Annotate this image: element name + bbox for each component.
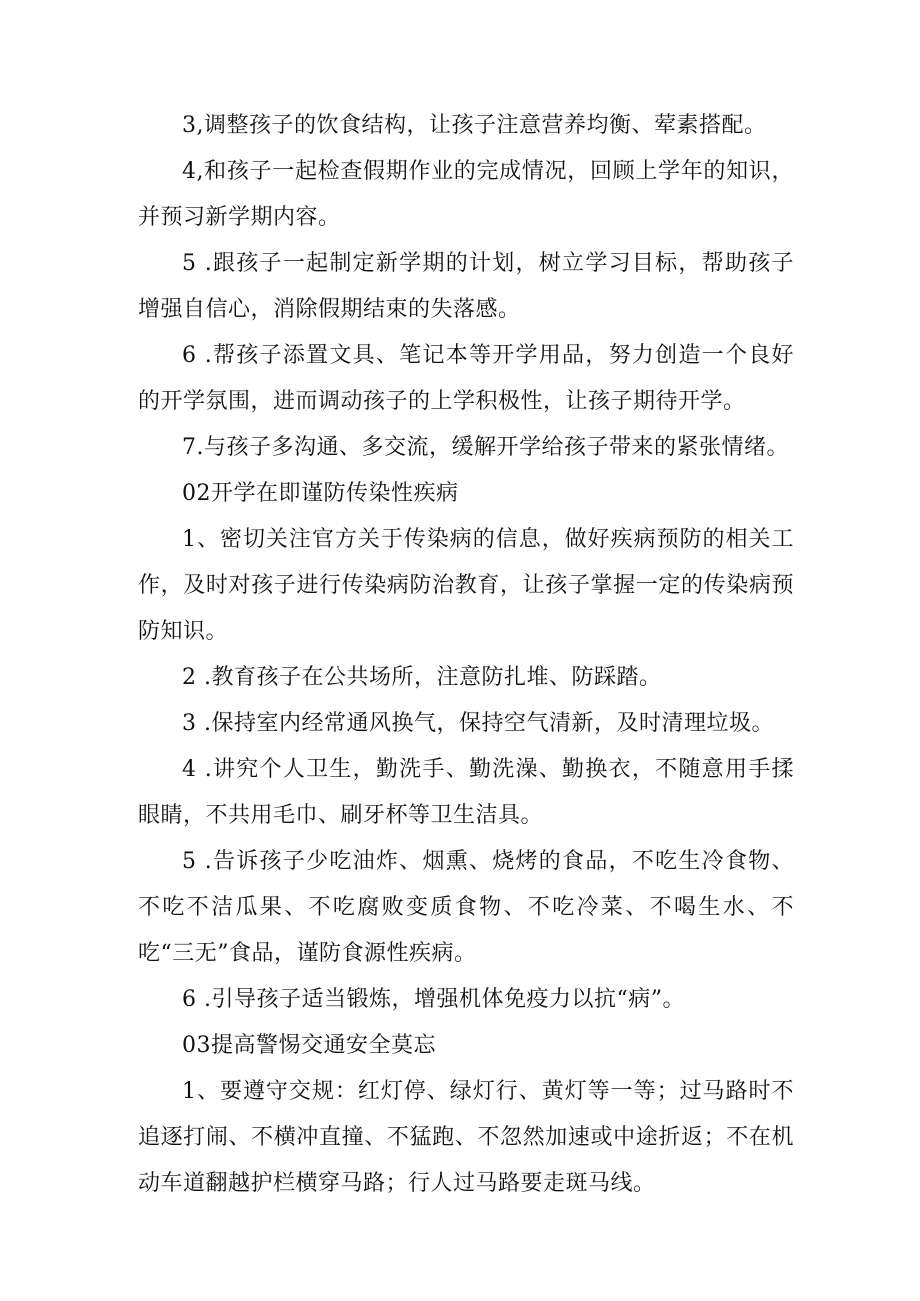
paragraph-homework: 4,和孩子一起检查假期作业的完成情况，回顾上学年的知识，并预习新学期内容。	[138, 159, 794, 230]
paragraph-supplies: 6 .帮孩子添置文具、笔记本等开学用品，努力创造一个良好的开学氛围，进而调动孩子的上学积极性，让孩子期待开学。	[138, 343, 794, 414]
paragraph-diet: 3,调整孩子的饮食结构，让孩子注意营养均衡、荤素搭配。	[182, 113, 767, 138]
document-page	[138, 103, 794, 1207]
section-heading-traffic: 03提高警惕交通安全莫忘	[182, 1033, 436, 1058]
paragraph-ventilation: 3 .保持室内经常通风换气，保持空气清新，及时清理垃圾。	[182, 711, 774, 736]
paragraph-exercise: 6 .引导孩子适当锻炼，增强机体免疫力以抗“病”。	[182, 987, 685, 1012]
paragraph-food: 5 .告诉孩子少吃油炸、烟熏、烧烤的食品，不吃生冷食物、不吃不洁瓜果、不吃腐败变质食物、不吃冷菜、不喝生水、不吃“三无”食品，谨防食源性疾病。	[138, 849, 794, 966]
section-heading-disease: 02开学在即谨防传染性疾病	[182, 481, 459, 506]
paragraph-crowds: 2 .教育孩子在公共场所，注意防扎堆、防踩踏。	[182, 665, 662, 690]
paragraph-traffic-rules: 1、要遵守交规：红灯停、绿灯行、黄灯等一等；过马路时不追逐打闹、不横冲直撞、不猛跑、不忽然加速或中途折返；不在机动车道翻越护栏横穿马路；行人过马路要走斑马线。	[138, 1079, 794, 1196]
paragraph-hygiene: 4 .讲究个人卫生，勤洗手、勤洗澡、勤换衣，不随意用手揉眼睛，不共用毛巾、刷牙杯等卫生洁具。	[138, 757, 794, 828]
paragraph-disease-info: 1、密切关注官方关于传染病的信息，做好疾病预防的相关工作，及时对孩子进行传染病防治教育，让孩子掌握一定的传染病预防知识。	[138, 527, 794, 644]
paragraph-plan: 5 .跟孩子一起制定新学期的计划，树立学习目标，帮助孩子增强自信心，消除假期结束的失落感。	[138, 251, 794, 322]
paragraph-communicate: 7.与孩子多沟通、多交流，缓解开学给孩子带来的紧张情绪。	[182, 435, 789, 460]
